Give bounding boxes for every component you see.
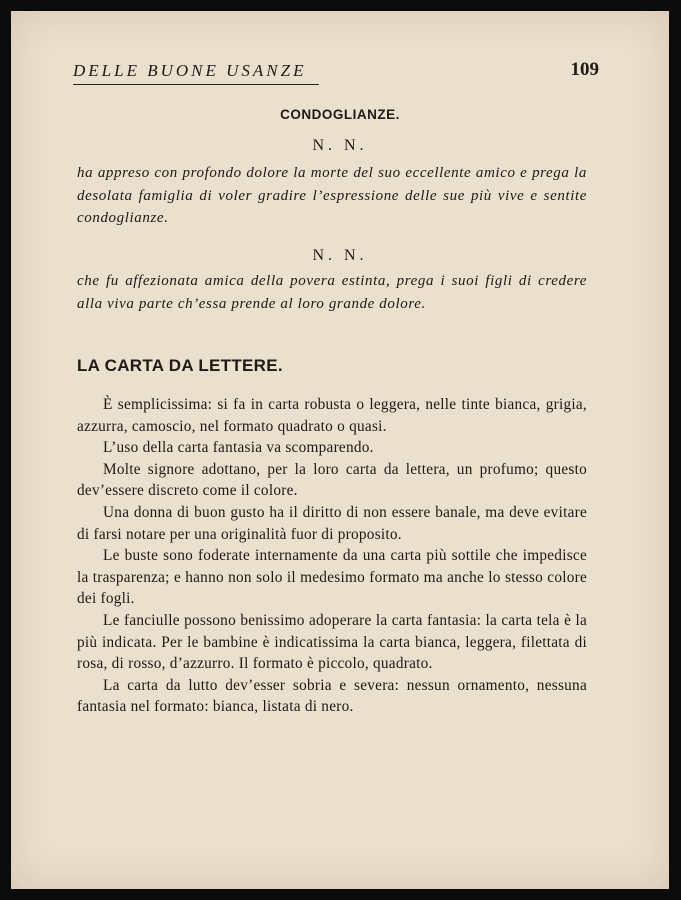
- condolence-text-2: che fu affezionata amica della povera estinta, prega i suoi figli di credere alla viva parte ch’essa prende al loro grande dolore.: [77, 273, 587, 312]
- condolence-name-1: N. N.: [312, 137, 368, 154]
- header-rule: [73, 84, 319, 85]
- paragraph: Le fanciulle possono benissimo adoperare la carta fantasia: la carta tela è la più indicata. Per le bambine è indicatissima la carta bianca, leggera, filettata di rosa, di rosso, d’azzurro. Il formato è piccolo, quadrato.: [77, 611, 587, 673]
- paragraph: L’uso della carta fantasia va scomparendo.: [103, 439, 374, 457]
- condolence-text-1: ha appreso con profondo dolore la morte del suo eccellente amico e prega la desolata famiglia di voler gradire l’espressione delle sue più vive e sentite condoglianze.: [77, 165, 587, 226]
- paragraph: Molte signore adottano, per la loro carta da lettera, un profumo; questo dev’essere discreto come il colore.: [77, 460, 587, 500]
- paragraph: È semplicissima: si fa in carta robusta o leggera, nelle tinte bianca, grigia, azzurra, camoscio, nel formato quadrato o quasi.: [77, 396, 587, 435]
- running-title: DELLE BUONE USANZE: [73, 61, 307, 80]
- page-number: 109: [570, 59, 599, 80]
- letter-paper-heading: LA CARTA DA LETTERE.: [77, 356, 283, 375]
- paragraph: Una donna di buon gusto ha il diritto di non essere banale, ma deve evitare di farsi notare per una originalità fuor di proposito.: [77, 503, 587, 543]
- paragraph: La carta da lutto dev’esser sobria e severa: nessun ornamento, nessuna fantasia nel formato: bianca, listata di nero.: [77, 676, 587, 716]
- condolence-name-2: N. N.: [312, 247, 368, 264]
- book-page: [11, 11, 669, 889]
- paragraph: Le buste sono foderate internamente da una carta più sottile che impedisce la trasparenza; e hanno non solo il medesimo formato ma anche lo stesso colore dei fogli.: [77, 547, 587, 608]
- condolences-heading: CONDOGLIANZE.: [280, 107, 400, 122]
- page-header: [73, 59, 599, 91]
- letter-paper-body: [77, 394, 587, 718]
